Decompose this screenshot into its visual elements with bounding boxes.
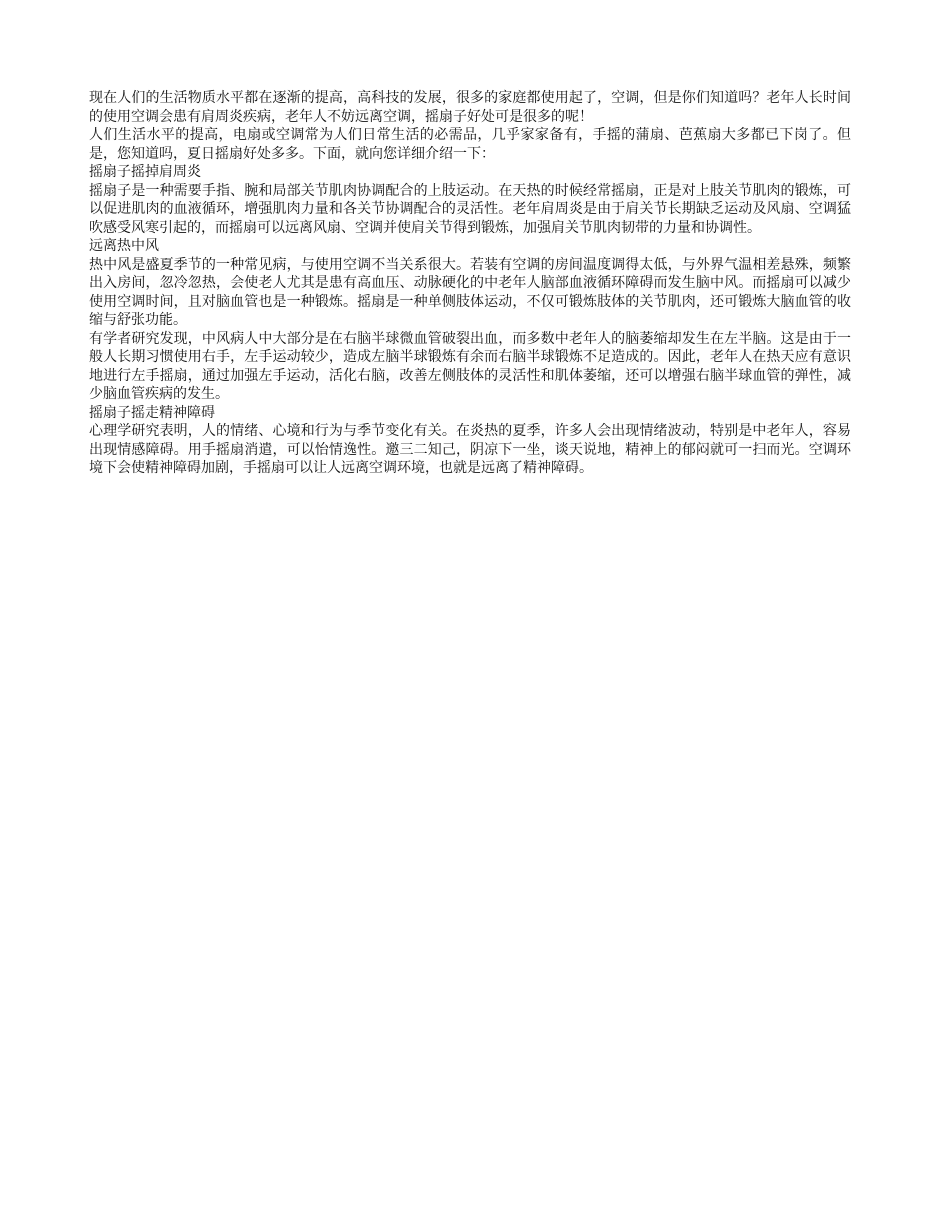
section-heading-shoulder: 摇扇子摇掉肩周炎: [89, 164, 201, 180]
article-body: [89, 89, 851, 478]
intro-paragraph-1: 现在人们的生活物质水平都在逐渐的提高，高科技的发展，很多的家庭都使用起了，空调，但是你们知道吗？老年人长时间的使用空调会患有肩周炎疾病，老年人不妨远离空调，摇扇子好处可是很多的呢！: [89, 90, 851, 125]
stroke-paragraph-1: 热中风是盛夏季节的一种常见病，与使用空调不当关系很大。若装有空调的房间温度调得太低，与外界气温相差悬殊，频繁出入房间，忽冷忽热，会使老人尤其是患有高血压、动脉硬化的中老年人脑部血液循环障碍而发生脑中风。而摇扇可以减少使用空调时间，且对脑血管也是一种锻炼。摇扇是一种单侧肢体运动，不仅可锻炼肢体的关节肌肉，还可锻炼大脑血管的收缩与舒张功能。: [89, 256, 851, 328]
shoulder-paragraph: 摇扇子是一种需要手指、腕和局部关节肌肉协调配合的上肢运动。在天热的时候经常摇扇，正是对上肢关节肌肉的锻炼，可以促进肌肉的血液循环，增强肌肉力量和各关节协调配合的灵活性。老年肩周炎是由于肩关节长期缺乏运动及风扇、空调猛吹感受风寒引起的，而摇扇可以远离风扇、空调并使肩关节得到锻炼，加强肩关节肌肉韧带的力量和协调性。: [89, 182, 851, 236]
stroke-paragraph-2: 有学者研究发现，中风病人中大部分是在右脑半球微血管破裂出血，而多数中老年人的脑萎缩却发生在左半脑。这是由于一般人长期习惯使用右手，左手运动较少，造成左脑半球锻炼有余而右脑半球锻炼不足造成的。因此，老年人在热天应有意识地进行左手摇扇，通过加强左手运动，活化右脑，改善左侧肢体的灵活性和肌体萎缩，还可以增强右脑半球血管的弹性，减少脑血管疾病的发生。: [89, 330, 851, 402]
intro-paragraph-2: 人们生活水平的提高，电扇或空调常为人们日常生活的必需品，几乎家家备有，手摇的蒲扇、芭蕉扇大多都已下岗了。但是，您知道吗，夏日摇扇好处多多。下面，就向您详细介绍一下：: [89, 127, 851, 162]
mental-paragraph: 心理学研究表明，人的情绪、心境和行为与季节变化有关。在炎热的夏季，许多人会出现情绪波动，特别是中老年人，容易出现情感障碍。用手摇扇消遣，可以怡情逸性。邀三二知己，阴凉下一坐，谈天说地，精神上的郁闷就可一扫而光。空调环境下会使精神障碍加剧，手摇扇可以让人远离空调环境，也就是远离了精神障碍。: [89, 423, 851, 476]
section-heading-mental: 摇扇子摇走精神障碍: [89, 404, 215, 421]
section-heading-stroke: 远离热中风: [89, 238, 159, 254]
